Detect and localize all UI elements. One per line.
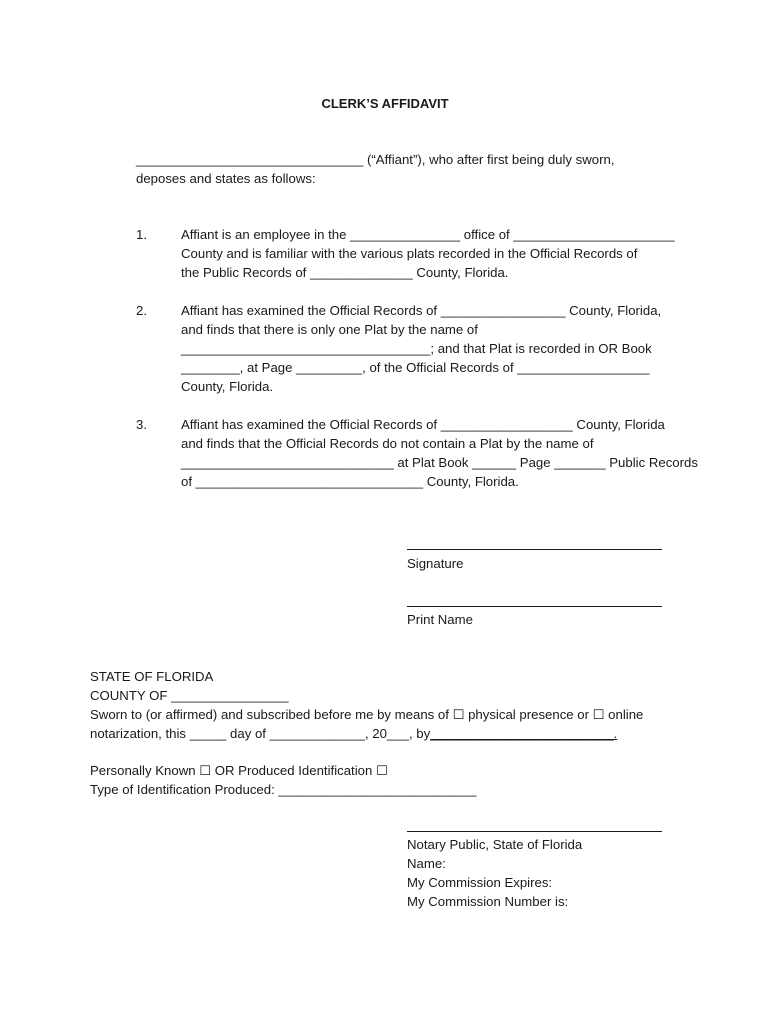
- print-name-label: Print Name: [407, 612, 473, 627]
- intro-line-1: _______________________________ (“Affiant”), who after first being duly sworn,: [136, 152, 615, 167]
- item-1-line: the Public Records of ______________ County, Florida.: [181, 265, 509, 280]
- notarization-line: [90, 724, 617, 743]
- item-3-line: and finds that the Official Records do not contain a Plat by the name of: [181, 436, 594, 451]
- item-3-line: of _______________________________ County, Florida.: [181, 474, 519, 489]
- item-2-number: 2.: [136, 303, 147, 318]
- notarization-year-blank: ___: [386, 726, 409, 741]
- notarization-prefix: notarization, this _____ day of _____________, 20: [90, 726, 387, 741]
- intro-line-2: deposes and states as follows:: [136, 171, 316, 186]
- sworn-line: Sworn to (or affirmed) and subscribed before me by means of ☐ physical presence or ☐ online: [90, 707, 644, 722]
- notarization-end: .: [613, 726, 618, 741]
- item-1-number: 1.: [136, 227, 147, 242]
- notary-signature-line[interactable]: [407, 831, 662, 832]
- document-title: CLERK’S AFFIDAVIT: [321, 96, 449, 111]
- item-1-line: Affiant is an employee in the _______________ office of ______________________: [181, 227, 675, 242]
- commission-expires-label: My Commission Expires:: [407, 875, 553, 890]
- item-3-number: 3.: [136, 417, 147, 432]
- item-2-line: __________________________________; and that Plat is recorded in OR Book: [181, 341, 652, 356]
- item-2-paragraph: [181, 301, 681, 396]
- county-line: COUNTY OF ________________: [90, 688, 289, 703]
- notary-name-label: Name:: [407, 856, 446, 871]
- item-2-line: ________, at Page _________, of the Official Records of __________________: [181, 360, 650, 375]
- personally-known-line: Personally Known ☐ OR Produced Identification ☐: [90, 763, 388, 778]
- state-heading: STATE OF FLORIDA: [90, 669, 214, 684]
- commission-number-label: My Commission Number is:: [407, 894, 569, 909]
- print-name-line[interactable]: [407, 606, 662, 607]
- item-1-paragraph: [181, 225, 681, 282]
- item-3-line: Affiant has examined the Official Records of __________________ County, Florida: [181, 417, 665, 432]
- item-3-paragraph: [181, 415, 698, 491]
- item-1-line: County and is familiar with the various plats recorded in the Official Records of: [181, 246, 638, 261]
- item-2-line: Affiant has examined the Official Records of _________________ County, Florida,: [181, 303, 662, 318]
- item-2-line: County, Florida.: [181, 379, 274, 394]
- signature-label: Signature: [407, 556, 464, 571]
- item-2-line: and finds that there is only one Plat by the name of: [181, 322, 478, 337]
- signature-line[interactable]: [407, 549, 662, 550]
- notarization-name-blank: _________________________: [430, 726, 614, 741]
- notarization-by: , by: [408, 726, 431, 741]
- notary-public-label: Notary Public, State of Florida: [407, 837, 583, 852]
- id-type-line: Type of Identification Produced: ___________________________: [90, 782, 477, 797]
- item-3-line: _____________________________ at Plat Book ______ Page _______ Public Records: [181, 455, 698, 470]
